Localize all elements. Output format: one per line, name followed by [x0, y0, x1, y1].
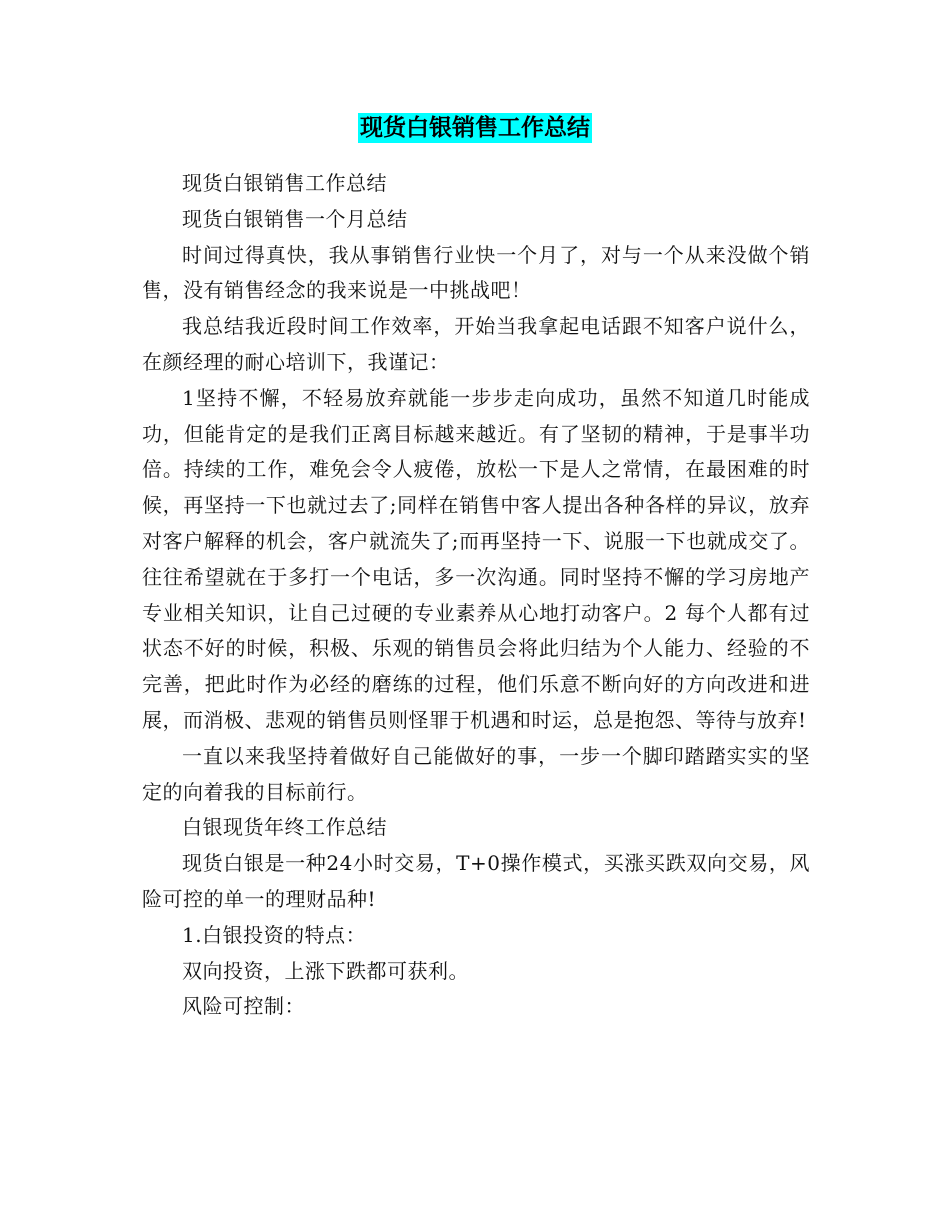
- document-title: 现货白银销售工作总结: [360, 115, 590, 141]
- paragraph: 双向投资，上涨下跌都可获利。: [182, 958, 469, 983]
- paragraph: 1坚持不懈，不轻易放弃就能一步步走向成功，虽然不知道几时能成功，但能肯定的是我们正离目标越来越近。有了坚韧的精神，于是事半功倍。持续的工作，难免会令人疲倦，放松一下是人之常情，在最困难的时候，再坚持一下也就过去了;同样在销售中客人提出各种各样的异议，放弃对客户解释的机会，客户就流失了;而再坚持一下、说服一下也就成交了。往往希望就在于多打一个电话，多一次沟通。同时坚持不懈的学习房地产专业相关知识，让自己过硬的专业素养从心地打动客户。2 每个人都有过状态不好的时候，积极、乐观的销售员会将此归结为个人能力、经验的不完善，把此时作为必经的磨练的过程，他们乐意不断向好的方向改进和进展，而消极、悲观的销售员则怪罪于机遇和时运，总是抱怨、等待与放弃!: [142, 385, 810, 732]
- paragraph: 1.白银投资的特点：: [182, 922, 367, 947]
- document-body: [142, 166, 810, 1025]
- title-container: [0, 113, 950, 143]
- paragraph: 现货白银是一种24小时交易，T+0操作模式，买涨买跌双向交易，风险可控的单一的理财品种!: [142, 851, 810, 911]
- paragraph: 风险可控制：: [182, 994, 305, 1019]
- paragraph: 现货白银销售一个月总结: [182, 206, 408, 231]
- paragraph: 时间过得真快，我从事销售行业快一个月了，对与一个从来没做个销售，没有销售经念的我来说是一中挑战吧！: [142, 242, 810, 303]
- paragraph: 白银现货年终工作总结: [182, 815, 387, 840]
- paragraph: 现货白银销售工作总结: [182, 171, 387, 195]
- paragraph: 我总结我近段时间工作效率，开始当我拿起电话跟不知客户说什么，在颜经理的耐心培训下，我谨记：: [142, 314, 810, 374]
- paragraph: 一直以来我坚持着做好自己能做好的事，一步一个脚印踏踏实实的坚定的向着我的目标前行。: [142, 743, 810, 804]
